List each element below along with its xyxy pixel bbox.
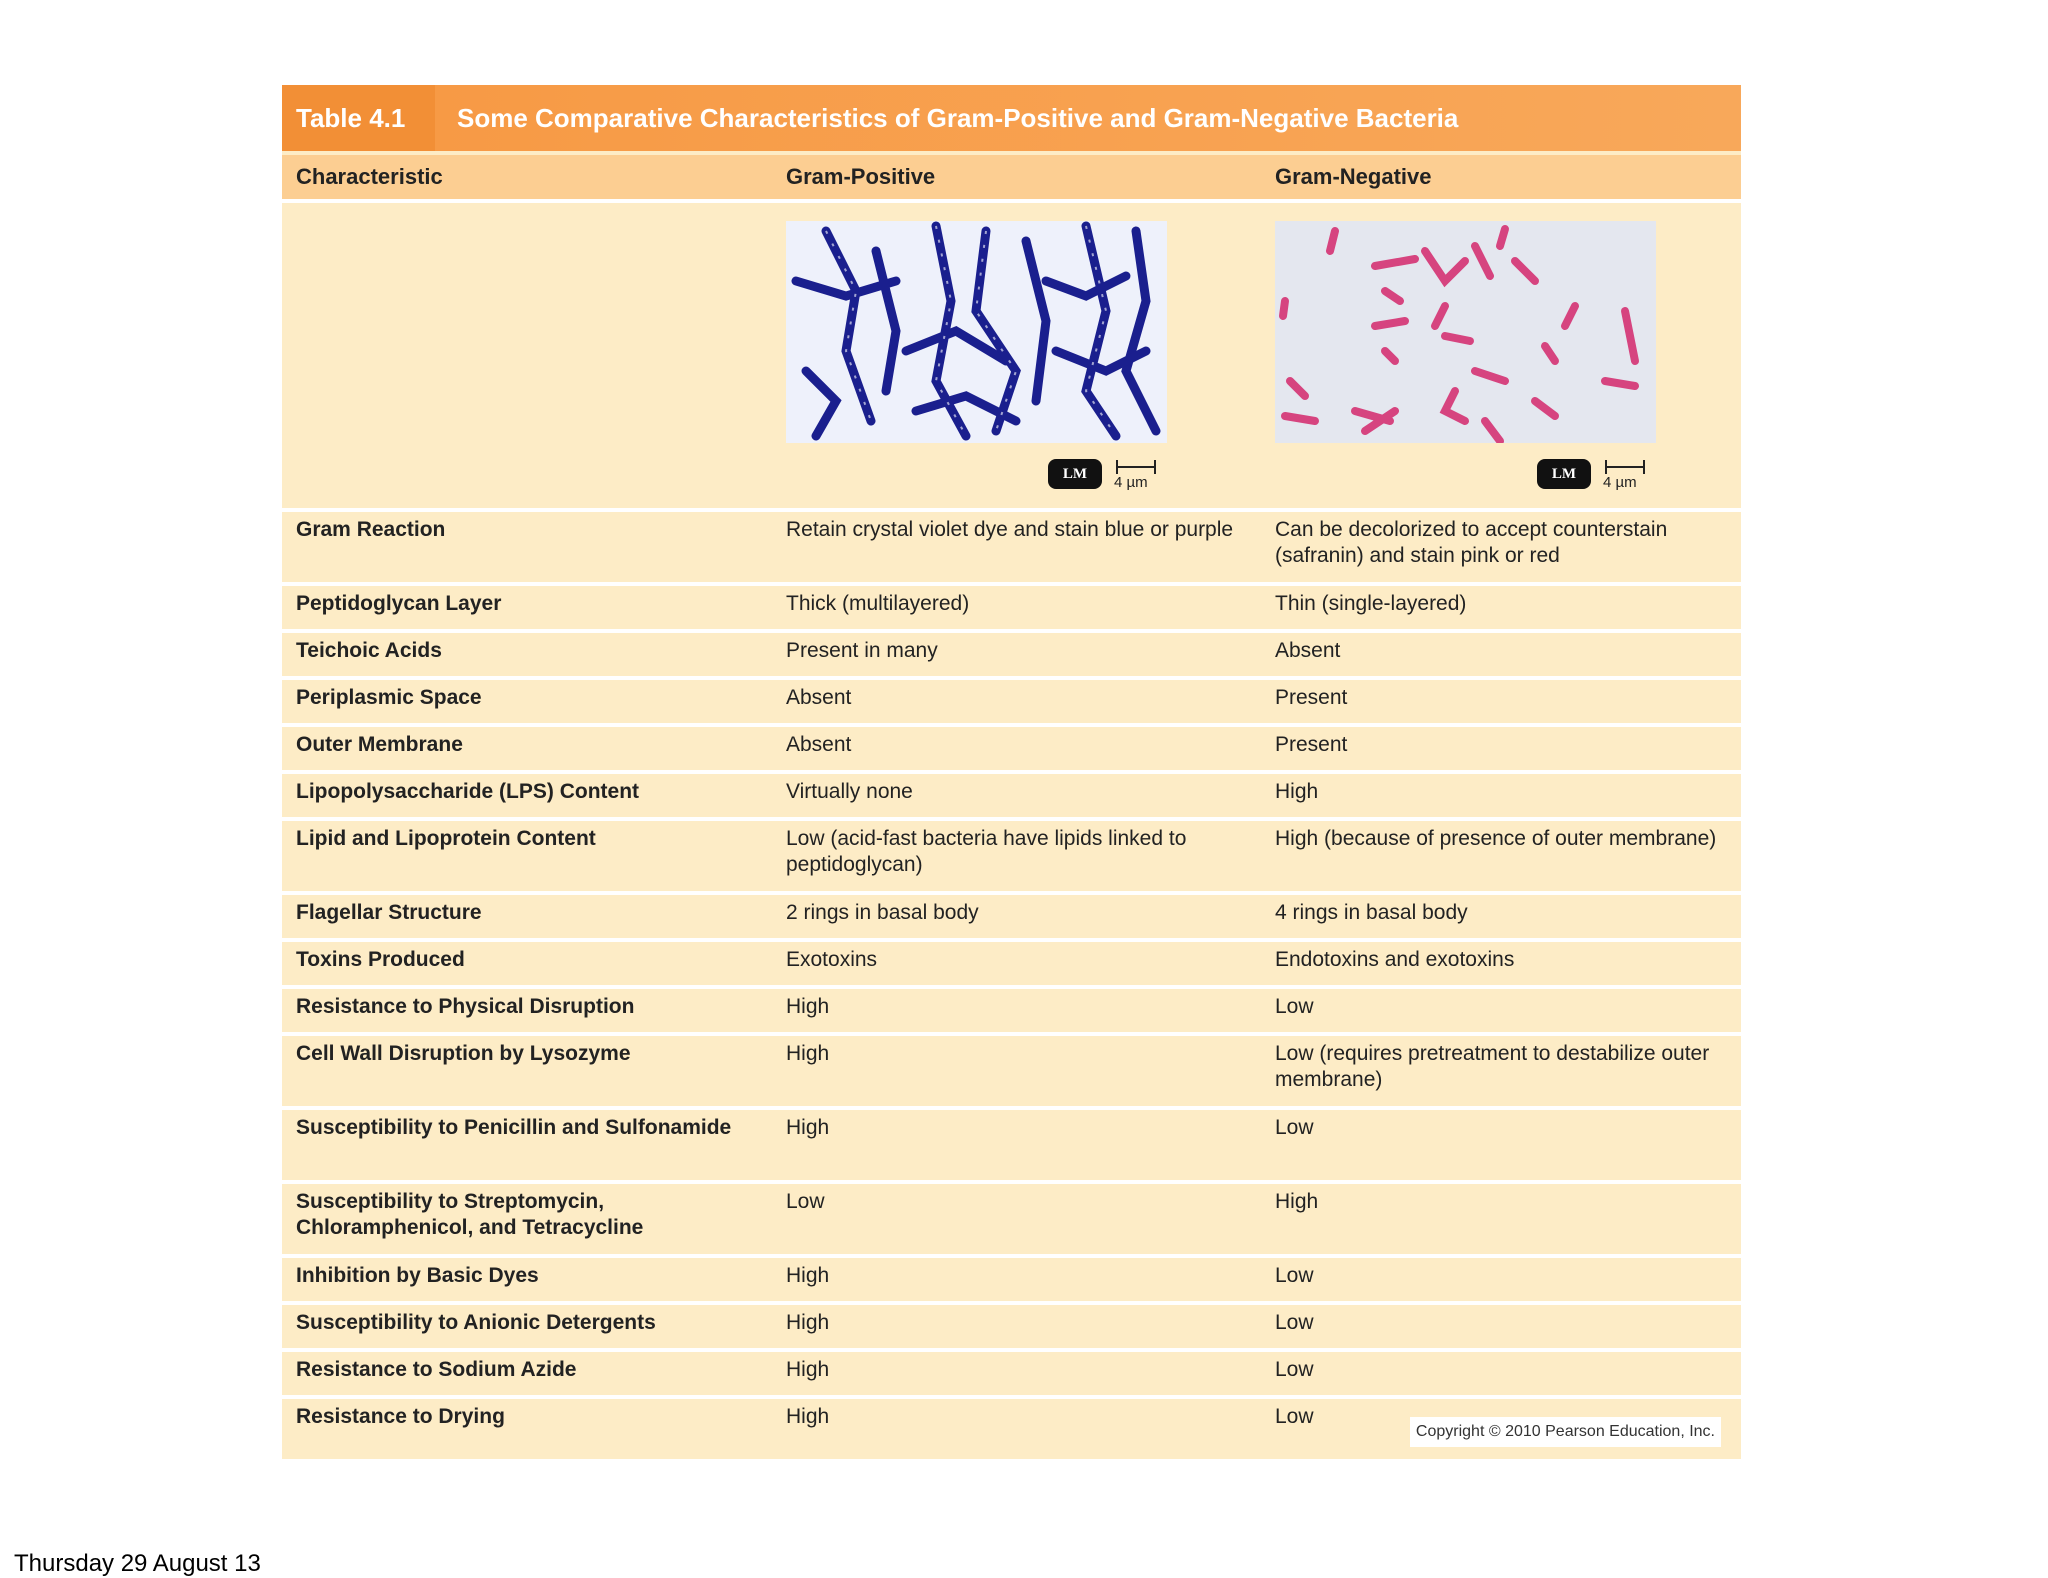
gram-positive-value: Absent bbox=[786, 686, 852, 709]
gram-negative-cell bbox=[1261, 203, 1741, 508]
scale-bar bbox=[1114, 458, 1160, 492]
gram-negative-value: Low bbox=[1275, 995, 1314, 1018]
table-title-bar bbox=[282, 85, 1741, 151]
gram-positive-value: High bbox=[786, 1358, 830, 1381]
gram-positive-value: Retain crystal violet dye and stain blue or purple bbox=[786, 518, 1234, 541]
gram-negative-value: Low (requires pretreatment to destabilize outer membrane) bbox=[1275, 1042, 1710, 1091]
characteristic-cell: Lipopolysaccharide (LPS) Content bbox=[296, 780, 640, 803]
header-gram-positive: Gram-Positive bbox=[786, 164, 936, 189]
gram-negative-micrograph bbox=[1275, 221, 1656, 443]
gram-negative-value: Present bbox=[1275, 686, 1348, 709]
table-row bbox=[282, 1110, 1741, 1184]
characteristic-cell: Teichoic Acids bbox=[296, 639, 442, 662]
gram-negative-value: Thin (single-layered) bbox=[1275, 592, 1467, 615]
table-row bbox=[282, 1036, 1741, 1110]
gram-negative-value: Low bbox=[1275, 1358, 1314, 1381]
gram-positive-value: High bbox=[786, 1042, 830, 1065]
gram-positive-value: Present in many bbox=[786, 639, 938, 662]
copyright-notice: Copyright © 2010 Pearson Education, Inc. bbox=[1410, 1417, 1721, 1447]
header-gram-negative: Gram-Negative bbox=[1275, 164, 1432, 189]
table-row bbox=[282, 1305, 1741, 1352]
table-number: Table 4.1 bbox=[282, 85, 435, 151]
characteristic-cell: Susceptibility to Streptomycin, Chloramphenicol, and Tetracycline bbox=[296, 1190, 644, 1239]
gram-positive-value: Low (acid-fast bacteria have lipids linked to peptidoglycan) bbox=[786, 827, 1187, 876]
table-title: Some Comparative Characteristics of Gram-Positive and Gram-Negative Bacteria bbox=[435, 85, 1741, 151]
comparison-table bbox=[282, 85, 1741, 1459]
gram-positive-value: Low bbox=[786, 1190, 825, 1213]
scale-bar bbox=[1603, 458, 1649, 492]
scale-label: 4 µm bbox=[1114, 474, 1148, 491]
table-row bbox=[282, 586, 1741, 633]
table-row bbox=[282, 774, 1741, 821]
gram-negative-value: Low bbox=[1275, 1116, 1314, 1139]
gram-negative-value: High (because of presence of outer membrane) bbox=[1275, 827, 1717, 850]
characteristic-cell: Toxins Produced bbox=[296, 948, 465, 971]
gram-negative-value: High bbox=[1275, 1190, 1319, 1213]
scale-label: 4 µm bbox=[1603, 474, 1637, 491]
gram-positive-micrograph bbox=[786, 221, 1167, 443]
gram-positive-value: Thick (multilayered) bbox=[786, 592, 970, 615]
characteristic-cell: Resistance to Drying bbox=[296, 1405, 505, 1428]
gram-positive-value: Absent bbox=[786, 733, 852, 756]
gram-negative-value: Low bbox=[1275, 1264, 1314, 1287]
gram-positive-value: Exotoxins bbox=[786, 948, 878, 971]
table-row bbox=[282, 1258, 1741, 1305]
gram-negative-value: Low bbox=[1275, 1311, 1314, 1334]
table-row bbox=[282, 727, 1741, 774]
gram-negative-value: Absent bbox=[1275, 639, 1341, 662]
gram-positive-value: High bbox=[786, 995, 830, 1018]
table-row bbox=[282, 989, 1741, 1036]
characteristic-cell: Cell Wall Disruption by Lysozyme bbox=[296, 1042, 631, 1065]
characteristic-cell: Outer Membrane bbox=[296, 733, 463, 756]
micrograph-empty-cell bbox=[282, 203, 772, 508]
slide-date-footer: Thursday 29 August 13 bbox=[14, 1550, 261, 1577]
table-row bbox=[282, 1184, 1741, 1258]
characteristic-cell: Resistance to Sodium Azide bbox=[296, 1358, 577, 1381]
table-row bbox=[282, 633, 1741, 680]
micrograph-row bbox=[282, 203, 1741, 512]
gram-positive-value: High bbox=[786, 1311, 830, 1334]
lm-badge: LM bbox=[1048, 459, 1102, 489]
characteristic-cell: Resistance to Physical Disruption bbox=[296, 995, 635, 1018]
table-row bbox=[282, 680, 1741, 727]
gram-negative-value: High bbox=[1275, 780, 1319, 803]
gram-positive-value: 2 rings in basal body bbox=[786, 901, 979, 924]
gram-negative-value: 4 rings in basal body bbox=[1275, 901, 1468, 924]
gram-negative-value: Present bbox=[1275, 733, 1348, 756]
gram-negative-value: Can be decolorized to accept counterstain (safranin) and stain pink or red bbox=[1275, 518, 1668, 567]
table-row bbox=[282, 942, 1741, 989]
gram-negative-value: Low bbox=[1275, 1405, 1314, 1428]
characteristic-cell: Gram Reaction bbox=[296, 518, 446, 541]
characteristic-cell: Flagellar Structure bbox=[296, 901, 482, 924]
characteristic-cell: Peptidoglycan Layer bbox=[296, 592, 502, 615]
lm-badge: LM bbox=[1537, 459, 1591, 489]
gram-negative-value: Endotoxins and exotoxins bbox=[1275, 948, 1515, 971]
table-row bbox=[282, 821, 1741, 895]
table-header-row bbox=[282, 155, 1741, 203]
characteristic-cell: Lipid and Lipoprotein Content bbox=[296, 827, 596, 850]
gram-positive-value: High bbox=[786, 1116, 830, 1139]
table-row bbox=[282, 512, 1741, 586]
table-row bbox=[282, 1399, 1741, 1459]
header-characteristic: Characteristic bbox=[296, 164, 443, 189]
characteristic-cell: Periplasmic Space bbox=[296, 686, 482, 709]
characteristic-cell: Susceptibility to Anionic Detergents bbox=[296, 1311, 656, 1334]
gram-positive-value: Virtually none bbox=[786, 780, 913, 803]
characteristic-cell: Inhibition by Basic Dyes bbox=[296, 1264, 539, 1287]
gram-positive-value: High bbox=[786, 1264, 830, 1287]
characteristic-cell: Susceptibility to Penicillin and Sulfonamide bbox=[296, 1116, 732, 1139]
table-row bbox=[282, 895, 1741, 942]
gram-positive-value: High bbox=[786, 1405, 830, 1428]
table-row bbox=[282, 1352, 1741, 1399]
gram-positive-cell bbox=[772, 203, 1261, 508]
